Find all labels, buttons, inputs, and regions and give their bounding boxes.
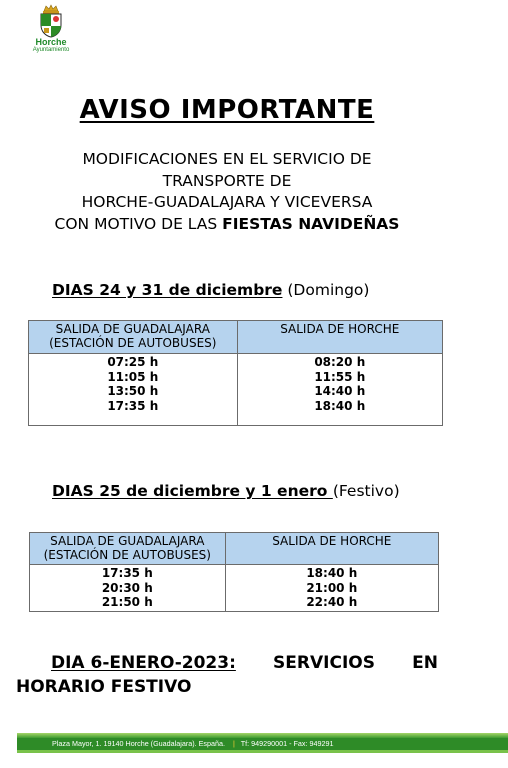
intro-line-2: TRANSPORTE DE [162, 171, 292, 190]
footer-phone: Tf: 949290001 - Fax: 949291 [240, 739, 334, 748]
footer-separator: | [233, 739, 235, 748]
footer-bar [17, 733, 508, 753]
table1-header-horche: SALIDA DE HORCHE [237, 321, 442, 354]
horche-logo [28, 4, 74, 54]
page-title: AVISO IMPORTANTE [79, 95, 375, 125]
section2-heading-date: DIAS 25 de diciembre y 1 enero [52, 482, 333, 500]
table2-horche-times [225, 565, 438, 612]
time-cell: 14:40 h [314, 384, 366, 398]
footer-strip-bottom [17, 750, 508, 753]
table2-guadalajara-times [30, 565, 226, 612]
table1-header-guadalajara: SALIDA DE GUADALAJARA (ESTACIÓN DE AUTOBUSES) [29, 321, 238, 354]
schedule-table-1 [28, 320, 443, 426]
intro-line-3: HORCHE-GUADALAJARA Y VICEVERSA [81, 193, 373, 211]
final-notice-word-servicios: SERVICIOS [273, 653, 375, 673]
time-cell: 21:50 h [101, 595, 153, 609]
section1-heading-note: (Domingo) [282, 281, 370, 299]
intro-text [0, 149, 454, 235]
logo-name: Horche [35, 37, 67, 47]
section1-heading-date: DIAS 24 y 31 de diciembre [52, 281, 283, 299]
final-notice-line-2: HORARIO FESTIVO [16, 677, 192, 697]
time-cell: 18:40 h [306, 566, 358, 580]
time-cell: 07:25 h [107, 355, 159, 369]
time-cell: 08:20 h [314, 355, 366, 369]
intro-line-1: MODIFICACIONES EN EL SERVICIO DE [82, 150, 372, 168]
table1-guadalajara-times [29, 354, 238, 426]
final-notice-date: DIA 6-ENERO-2023: [51, 653, 236, 673]
final-notice [16, 651, 438, 699]
table1-horche-times [237, 354, 442, 426]
time-cell: 11:55 h [314, 369, 366, 384]
time-cell: 20:30 h [101, 580, 153, 595]
final-notice-word-en: EN [412, 653, 438, 673]
time-cell: 21:00 h [306, 580, 358, 595]
schedule-table-2 [29, 532, 439, 612]
time-cell: 17:35 h [107, 398, 159, 413]
table2-header-guadalajara: SALIDA DE GUADALAJARA (ESTACIÓN DE AUTOBUSES) [30, 533, 226, 565]
section1-heading [52, 281, 369, 299]
coat-of-arms-icon [38, 4, 64, 38]
time-cell: 17:35 h [101, 566, 153, 580]
intro-line-4-prefix: CON MOTIVO DE LAS [54, 214, 223, 233]
section2-heading [52, 482, 400, 500]
time-cell: 13:50 h [107, 384, 159, 398]
table2-header-horche: SALIDA DE HORCHE [225, 533, 438, 565]
time-cell: 18:40 h [314, 398, 366, 413]
section2-heading-note: (Festivo) [332, 482, 400, 500]
intro-line-4 [0, 214, 454, 236]
footer-address: Plaza Mayor, 1. 19140 Horche (Guadalajara). España. [52, 739, 225, 748]
logo-subtitle: Ayuntamiento [32, 47, 70, 53]
intro-line-4-bold: FIESTAS NAVIDEÑAS [222, 214, 400, 233]
footer-contact [17, 738, 508, 750]
time-cell: 11:05 h [107, 369, 159, 384]
time-cell: 22:40 h [306, 595, 358, 609]
